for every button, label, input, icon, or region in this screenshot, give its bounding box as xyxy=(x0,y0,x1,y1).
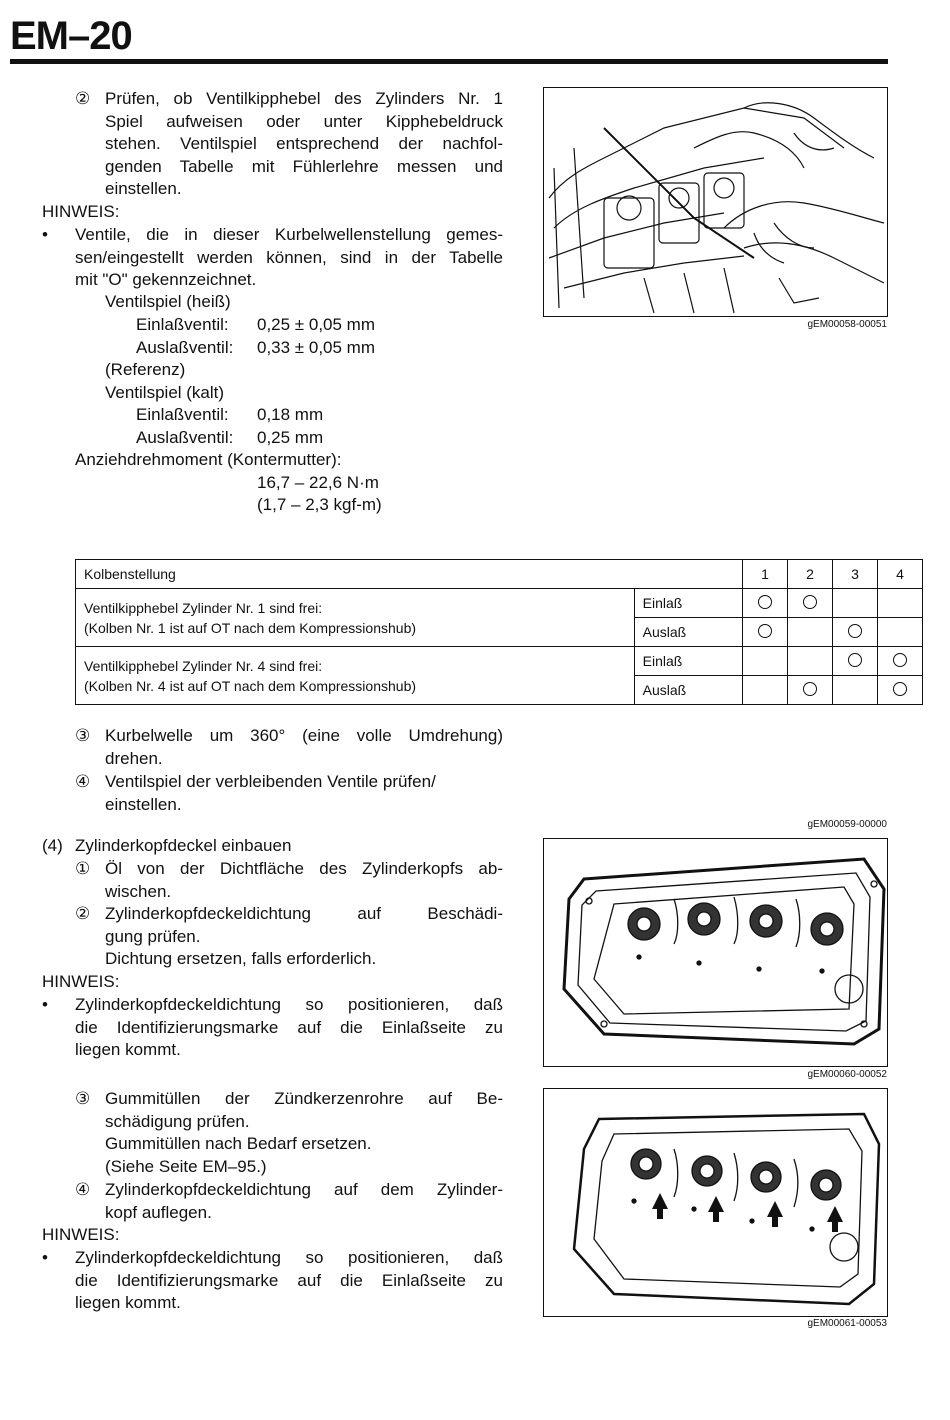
text-line: Öl von der Dichtfläche des Zylinderkopfs ab- xyxy=(105,859,503,878)
valve-type-cell: Auslaß xyxy=(634,676,742,705)
step-2-text xyxy=(105,903,503,971)
bullet: • xyxy=(42,1248,48,1267)
figure-cover-marks xyxy=(543,1088,888,1317)
table-group-label xyxy=(76,647,635,705)
text-line: Zylinderkopfdeckeldichtung auf dem Zylinder- xyxy=(105,1180,503,1199)
valve-type-cell: Einlaß xyxy=(634,647,742,676)
figure-caption: gEM00058-00051 xyxy=(807,319,887,330)
torque-label: Anziehdrehmoment (Kontermutter): xyxy=(75,450,342,469)
hot-clearance-label: Ventilspiel (heiß) xyxy=(105,292,231,311)
text-line: liegen kommt. xyxy=(75,1293,181,1313)
bullet: • xyxy=(42,225,48,244)
check-circle-mark xyxy=(758,624,772,638)
valve-position-table xyxy=(75,559,923,705)
text-line: einstellen. xyxy=(105,179,182,199)
note-text xyxy=(75,994,503,1062)
step-1-text xyxy=(105,858,503,903)
valve-type-cell: Auslaß xyxy=(634,618,742,647)
section-heading: Zylinderkopfdeckel einbauen xyxy=(75,836,292,855)
bullet: • xyxy=(42,995,48,1014)
cold-intake-label: Einlaßventil: xyxy=(136,405,229,424)
mark-cell xyxy=(788,676,833,705)
hinweis-label: HINWEIS: xyxy=(42,202,120,221)
mark-cell xyxy=(878,676,923,705)
step-2-text xyxy=(105,88,503,201)
hot-exhaust-value: 0,33 ± 0,05 mm xyxy=(257,338,375,357)
text-line: Gummitüllen nach Bedarf ersetzen. xyxy=(105,1134,372,1154)
figure-cover-gasket xyxy=(543,838,888,1067)
text-line: schädigung prüfen. xyxy=(105,1111,250,1131)
step-number: ② xyxy=(75,904,91,923)
step-number: ② xyxy=(75,89,91,108)
check-circle-mark xyxy=(893,682,907,696)
group-line: Ventilkipphebel Zylinder Nr. 4 sind frei: xyxy=(84,657,323,674)
cylinder-head-cover-gasket-illustration xyxy=(544,839,887,1066)
hot-intake-value: 0,25 ± 0,05 mm xyxy=(257,315,375,334)
group-line: (Kolben Nr. 4 ist auf OT nach dem Kompressionshub) xyxy=(84,677,417,694)
valve-type-cell: Einlaß xyxy=(634,589,742,618)
text-line: einstellen. xyxy=(105,794,182,814)
figure-feeler-gauge xyxy=(543,87,888,317)
group-line: Ventilkipphebel Zylinder Nr. 1 sind frei: xyxy=(84,599,323,616)
text-line: drehen. xyxy=(105,748,163,768)
table-column-header: 3 xyxy=(833,560,878,589)
mark-cell xyxy=(788,647,833,676)
text-line: Ventile, die in dieser Kurbelwellenstellung gemes- xyxy=(75,225,503,244)
hinweis-label: HINWEIS: xyxy=(42,1225,120,1244)
table-row xyxy=(76,647,923,676)
text-line: sen/eingestellt werden können, sind in der Tabelle xyxy=(75,247,503,267)
hot-exhaust-label: Auslaßventil: xyxy=(136,338,234,357)
mark-cell xyxy=(878,589,923,618)
step-number: ③ xyxy=(75,1089,91,1108)
check-circle-mark xyxy=(893,653,907,667)
torque-value-kgf: (1,7 – 2,3 kgf-m) xyxy=(257,495,382,514)
table-header-row xyxy=(76,560,923,589)
text-line: wischen. xyxy=(105,881,172,901)
table-row xyxy=(76,589,923,618)
cold-exhaust-value: 0,25 mm xyxy=(257,428,324,447)
cold-intake-value: 0,18 mm xyxy=(257,405,324,424)
check-circle-mark xyxy=(848,624,862,638)
check-circle-mark xyxy=(803,682,817,696)
table-group-label xyxy=(76,589,635,647)
text-line: Spiel aufweisen oder unter Kipphebeldruck xyxy=(105,111,503,131)
mark-cell xyxy=(788,589,833,618)
step-4-text xyxy=(105,1179,503,1224)
text-line: Ventilspiel der verbleibenden Ventile prüfen/ xyxy=(105,772,436,791)
mark-cell xyxy=(833,618,878,647)
cold-exhaust-label: Auslaßventil: xyxy=(136,428,234,447)
text-line: Zylinderkopfdeckeldichtung auf Beschädi- xyxy=(105,904,503,923)
step-number: ④ xyxy=(75,772,91,791)
step-number: ③ xyxy=(75,726,91,745)
section-number: (4) xyxy=(42,836,63,855)
mark-cell xyxy=(833,647,878,676)
torque-value-nm: 16,7 – 22,6 N·m xyxy=(257,473,379,492)
text-line: Zylinderkopfdeckeldichtung so positionieren, daß xyxy=(75,995,503,1014)
mark-cell xyxy=(833,589,878,618)
note-text xyxy=(75,224,503,292)
text-line: gung prüfen. xyxy=(105,926,201,946)
mark-cell xyxy=(743,589,788,618)
text-line: die Identifizierungsmarke auf die Einlaßseite zu xyxy=(75,1270,503,1290)
text-line: genden Tabelle mit Fühlerlehre messen und xyxy=(105,156,503,176)
table-column-header: 4 xyxy=(878,560,923,589)
text-line: Zylinderkopfdeckeldichtung so positionieren, daß xyxy=(75,1248,503,1267)
check-circle-mark xyxy=(848,653,862,667)
engine-feeler-gauge-illustration xyxy=(544,88,887,316)
figure-caption: gEM00060-00052 xyxy=(807,1069,887,1080)
step-3-text xyxy=(105,725,503,770)
text-line: liegen kommt. xyxy=(75,1040,181,1060)
text-line: (Siehe Seite EM–95.) xyxy=(105,1156,267,1176)
cylinder-head-cover-arrows-illustration xyxy=(544,1089,887,1316)
step-4-text xyxy=(105,771,503,816)
text-line: kopf auflegen. xyxy=(105,1202,212,1222)
text-line: Prüfen, ob Ventilkipphebel des Zylinders Nr. 1 xyxy=(105,89,503,108)
table-column-header: 2 xyxy=(788,560,833,589)
text-line: stehen. Ventilspiel entsprechend der nachfol- xyxy=(105,134,503,154)
group-line: (Kolben Nr. 1 ist auf OT nach dem Kompressionshub) xyxy=(84,619,417,636)
page-title: EM–20 xyxy=(10,14,132,58)
figure-caption: gEM00061-00053 xyxy=(807,1318,887,1329)
mark-cell xyxy=(833,676,878,705)
check-circle-mark xyxy=(758,595,772,609)
table-column-header: 1 xyxy=(743,560,788,589)
valve-position-table-wrap xyxy=(75,559,923,705)
mark-cell xyxy=(878,618,923,647)
figure-caption: gEM00059-00000 xyxy=(807,819,887,830)
mark-cell xyxy=(743,676,788,705)
hot-intake-label: Einlaßventil: xyxy=(136,315,229,334)
reference-label: (Referenz) xyxy=(105,360,186,379)
step-number: ① xyxy=(75,859,91,878)
title-rule xyxy=(10,59,888,64)
check-circle-mark xyxy=(803,595,817,609)
text-line: mit "O" gekennzeichnet. xyxy=(75,270,257,290)
mark-cell xyxy=(878,647,923,676)
mark-cell xyxy=(743,618,788,647)
step-3-text xyxy=(105,1088,503,1178)
note-text xyxy=(75,1247,503,1315)
text-line: Gummitüllen der Zündkerzenrohre auf Be- xyxy=(105,1089,503,1108)
table-header-label: Kolbenstellung xyxy=(76,560,743,589)
text-line: Kurbelwelle um 360° (eine volle Umdrehung) xyxy=(105,726,503,745)
hinweis-label: HINWEIS: xyxy=(42,972,120,991)
mark-cell xyxy=(743,647,788,676)
text-line: Dichtung ersetzen, falls erforderlich. xyxy=(105,949,377,969)
text-line: die Identifizierungsmarke auf die Einlaßseite zu xyxy=(75,1017,503,1037)
step-number: ④ xyxy=(75,1180,91,1199)
mark-cell xyxy=(788,618,833,647)
cold-clearance-label: Ventilspiel (kalt) xyxy=(105,383,225,402)
